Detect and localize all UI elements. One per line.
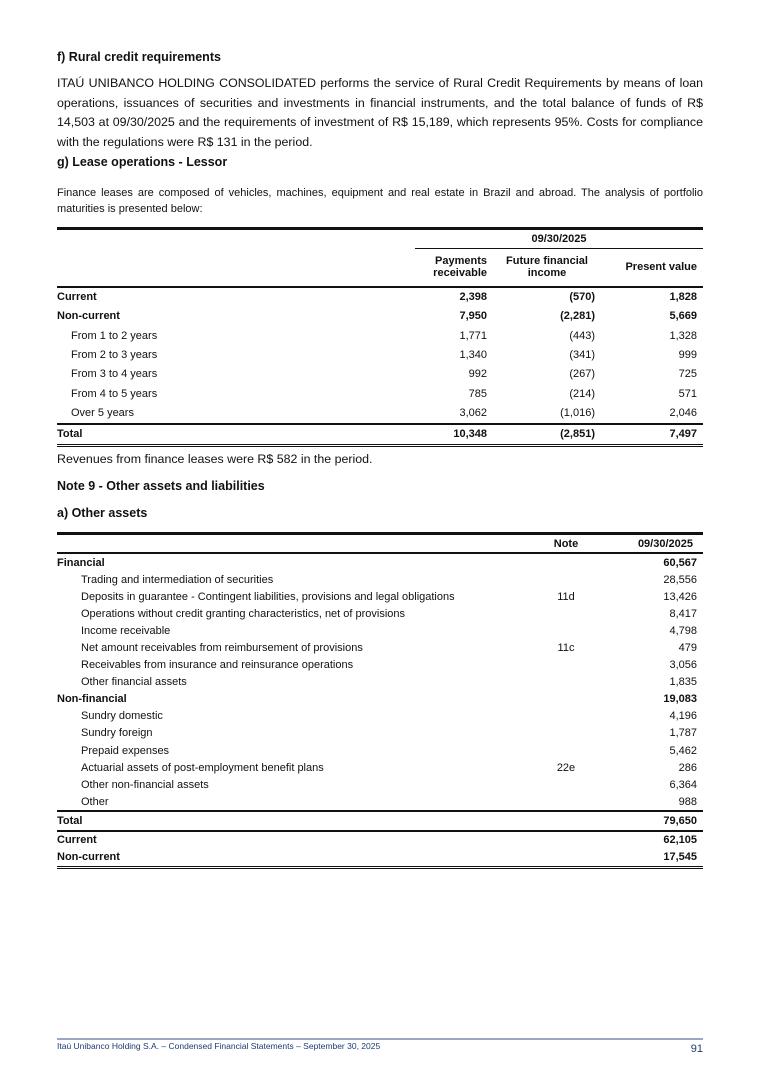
table-row: [57, 849, 703, 868]
row-value: 5,462: [669, 744, 697, 757]
row-note: [527, 553, 605, 571]
row-value: 4,196: [669, 710, 697, 723]
col-payments-receivable: Payments receivable: [433, 255, 487, 280]
row-label: Current: [57, 291, 97, 304]
other-assets-table: [57, 532, 703, 869]
row-note: [527, 657, 605, 674]
row-label: Income receivable: [81, 624, 171, 637]
row-label: Net amount receivables from reimbursement of provisions: [81, 642, 363, 655]
table-row: [57, 639, 703, 656]
lease-maturity-table: [57, 227, 703, 447]
row-note: [527, 622, 605, 639]
row-value: 992: [468, 368, 487, 381]
row-value: 1,771: [459, 329, 487, 342]
row-value: 725: [678, 368, 697, 381]
row-note: 22e: [556, 761, 576, 774]
col-future-financial-income: Future financial income: [506, 255, 588, 280]
row-value: 5,669: [669, 310, 697, 323]
section-title-lease: g) Lease operations - Lessor: [57, 155, 228, 169]
lease-revenue-text: Revenues from finance leases were R$ 582 in the period.: [57, 452, 373, 466]
row-value: (443): [569, 329, 595, 342]
row-label: From 4 to 5 years: [71, 387, 158, 400]
row-note: [527, 725, 605, 742]
row-value: 7,497: [669, 428, 697, 441]
col-note: Note: [553, 537, 579, 550]
table-row: [57, 326, 703, 345]
table-row: [57, 605, 703, 622]
row-note: [527, 708, 605, 725]
row-label: Non-current: [57, 851, 120, 864]
rural-credit-paragraph: ITAÚ UNIBANCO HOLDING CONSOLIDATED performs the service of Rural Credit Requirements by means of loan operations, issuances of securities and investments in financial instruments, and the total balance of funds of R$ 14,503 at 09/30/2025 and the requirements of investment of R$ 15,189, which represents 95%. Costs for compliance with the regulations were R$ 131 in the period.: [57, 76, 703, 149]
note9-title: Note 9 - Other assets and liabilities: [57, 479, 265, 493]
row-label: Total: [57, 814, 83, 827]
row-value: 571: [678, 387, 697, 400]
row-label: Prepaid expenses: [81, 744, 170, 757]
table-row: [57, 622, 703, 639]
row-label: Non-financial: [57, 693, 127, 706]
row-label: Receivables from insurance and reinsurance operations: [81, 659, 354, 672]
row-value: 479: [678, 642, 697, 655]
row-value: 3,062: [459, 406, 487, 419]
table-row: [57, 403, 703, 423]
row-value: 4,798: [669, 624, 697, 637]
row-label: Deposits in guarantee - Contingent liabilities, provisions and legal obligations: [81, 590, 455, 603]
row-label: Sundry domestic: [81, 710, 163, 723]
table-row: [57, 287, 703, 307]
row-value: 28,556: [663, 573, 697, 586]
row-label: Over 5 years: [71, 406, 134, 419]
row-value: 60,567: [663, 556, 697, 569]
table-row: [57, 365, 703, 384]
table-row: [57, 776, 703, 793]
table-row: [57, 691, 703, 708]
row-note: 11c: [557, 642, 575, 655]
row-value: 6,364: [669, 778, 697, 791]
row-label: Current: [57, 834, 97, 847]
row-value: (2,851): [560, 428, 595, 441]
row-value: 62,105: [663, 834, 697, 847]
row-value: 17,545: [663, 851, 697, 864]
row-value: 999: [678, 349, 697, 362]
row-value: 7,950: [459, 310, 487, 323]
row-label: Operations without credit granting characteristics, net of provisions: [81, 607, 406, 620]
col-present-value: Present value: [625, 261, 697, 274]
page-number: 91: [690, 1043, 703, 1055]
col-date: 09/30/2025: [637, 537, 693, 550]
row-value: (1,016): [560, 406, 595, 419]
row-label: Sundry foreign: [81, 727, 153, 740]
row-label: Other: [81, 795, 109, 808]
table-row: [57, 588, 703, 605]
lease-date-header: 09/30/2025: [415, 229, 703, 249]
row-value: (341): [569, 349, 595, 362]
row-note: [527, 849, 605, 868]
row-value: (570): [569, 291, 595, 304]
table-row: [57, 674, 703, 691]
row-label: From 3 to 4 years: [71, 368, 158, 381]
section-title-rural-credit: f) Rural credit requirements: [57, 50, 221, 64]
row-value: 1,828: [669, 291, 697, 304]
table-row: [57, 553, 703, 571]
table-row: [57, 793, 703, 811]
footer-text: Itaú Unibanco Holding S.A. – Condensed Financial Statements – September 30, 2025: [57, 1041, 381, 1051]
row-note: 11d: [557, 590, 575, 603]
row-value: 10,348: [453, 428, 487, 441]
table-row: [57, 759, 703, 776]
row-value: 1,328: [669, 329, 697, 342]
row-note: [527, 605, 605, 622]
row-value: 286: [678, 761, 697, 774]
row-label: From 2 to 3 years: [71, 349, 158, 362]
row-value: (2,281): [560, 310, 595, 323]
row-value: 785: [468, 387, 487, 400]
row-label: Financial: [57, 556, 105, 569]
table-row: [57, 831, 703, 849]
table-row: [57, 742, 703, 759]
table-row: [57, 811, 703, 830]
lease-paragraph: Finance leases are composed of vehicles, machines, equipment and real estate in Brazil and abroad. The analysis of portfolio maturities is presented below:: [57, 187, 703, 215]
row-value: (267): [569, 368, 595, 381]
row-label: Other non-financial assets: [81, 778, 209, 791]
row-note: [527, 674, 605, 691]
table-row: [57, 657, 703, 674]
row-note: [527, 691, 605, 708]
row-value: 2,046: [669, 406, 697, 419]
row-label: Total: [57, 428, 83, 441]
table-row: [57, 307, 703, 326]
row-value: 3,056: [669, 659, 697, 672]
row-value: 1,835: [669, 676, 697, 689]
row-note: [527, 776, 605, 793]
row-value: 8,417: [669, 607, 697, 620]
row-value: 1,340: [459, 349, 487, 362]
row-label: Trading and intermediation of securities: [81, 573, 274, 586]
row-value: 2,398: [459, 291, 487, 304]
table-row: [57, 384, 703, 403]
row-note: [527, 831, 605, 849]
row-value: (214): [569, 387, 595, 400]
row-value: 1,787: [669, 727, 697, 740]
row-value: 79,650: [663, 814, 697, 827]
other-assets-title: a) Other assets: [57, 506, 148, 520]
table-row: [57, 424, 703, 446]
row-note: [527, 811, 605, 830]
footer-rule: [57, 1038, 703, 1040]
row-label: Other financial assets: [81, 676, 187, 689]
row-label: Actuarial assets of post-employment benefit plans: [81, 761, 324, 774]
row-value: 19,083: [663, 693, 697, 706]
row-note: [527, 793, 605, 811]
row-note: [527, 571, 605, 588]
row-label: From 1 to 2 years: [71, 329, 158, 342]
row-label: Non-current: [57, 310, 120, 323]
table-row: [57, 725, 703, 742]
row-note: [527, 742, 605, 759]
table-row: [57, 571, 703, 588]
table-row: [57, 345, 703, 364]
table-row: [57, 708, 703, 725]
row-value: 988: [678, 795, 697, 808]
row-value: 13,426: [663, 590, 697, 603]
